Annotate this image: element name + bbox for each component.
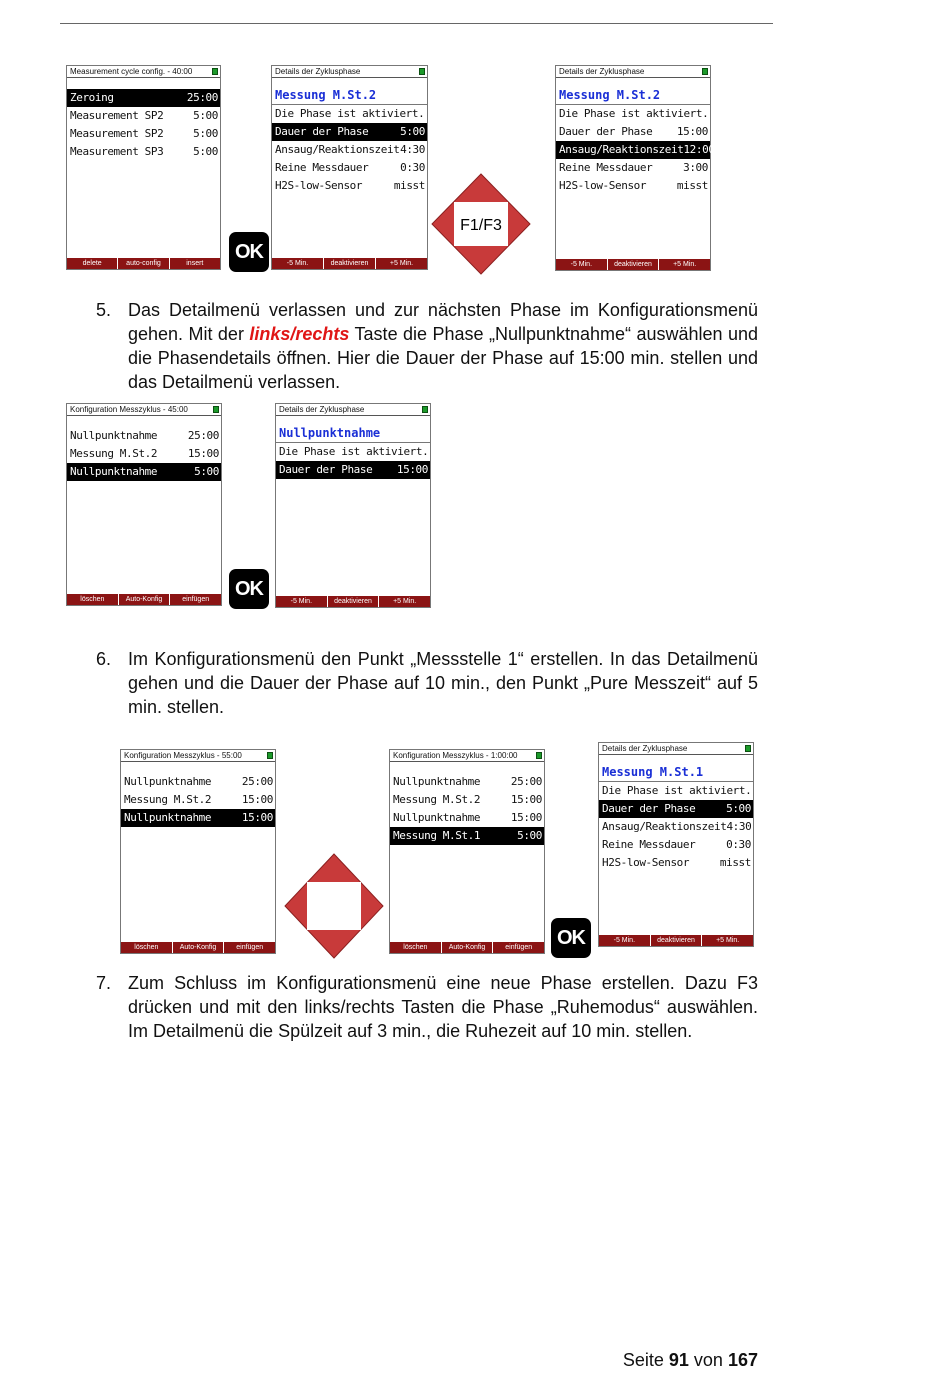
- screen-cycle-config-55: [120, 749, 276, 954]
- row-value: 5:00: [400, 125, 425, 138]
- softkey: Auto-Konfig: [442, 942, 494, 953]
- row-label: Measurement SP3: [70, 145, 164, 158]
- row-label: H2S-low-Sensor: [559, 179, 647, 192]
- softkey: insert: [186, 260, 204, 267]
- row-label: Messung M.St.2: [70, 447, 158, 460]
- softkey: -5 Min.: [276, 596, 328, 607]
- row-value: misst: [676, 179, 708, 192]
- row-value: 25:00: [186, 91, 218, 104]
- screen-title: Konfiguration Messzyklus - 45:00: [67, 404, 221, 416]
- row-label: Nullpunktnahme: [393, 775, 481, 788]
- screen-row: [67, 89, 220, 107]
- step-text: Im Konfigurationsmenü den Punkt „Messstelle 1“ erstellen. In das Detailmenü gehen und die Dauer der Phase auf 10 min., den Punkt „Pure Messzeit“ auf 5 min. stellen.: [128, 649, 758, 717]
- row-value: misst: [719, 856, 751, 869]
- softkey: löschen: [390, 942, 442, 953]
- row-label: Messung M.St.2: [393, 793, 481, 806]
- screen-row: [67, 427, 221, 445]
- softkey: einfügen: [182, 596, 210, 603]
- row-label: Messung M.St.2: [124, 793, 212, 806]
- row-value: 15:00: [241, 811, 273, 824]
- screen-title: Measurement cycle config. - 40:00: [67, 66, 220, 78]
- softkey: +5 Min.: [716, 937, 740, 944]
- row-value: misst: [393, 179, 425, 192]
- row-label: Dauer der Phase: [279, 463, 373, 476]
- phase-name: Messung M.St.2: [272, 86, 427, 105]
- row-value: 12:00: [683, 143, 715, 156]
- screen-title: Details der Zyklusphase: [272, 66, 427, 78]
- battery-icon: [702, 68, 708, 75]
- row-label: H2S-low-Sensor: [602, 856, 690, 869]
- row-value: 15:00: [676, 125, 708, 138]
- step-number: 7.: [96, 973, 112, 993]
- row-value: 15:00: [187, 447, 219, 460]
- softkey: delete: [67, 258, 118, 269]
- phase-name: Nullpunktnahme: [276, 424, 430, 443]
- row-label: Nullpunktnahme: [70, 429, 158, 442]
- screen-cycle-config-en: [66, 65, 221, 270]
- header-rule: [60, 23, 773, 24]
- f1f3-label: F1/F3: [460, 217, 502, 234]
- screen-phase-details-mst1: [598, 742, 754, 947]
- screen-row: [556, 159, 710, 177]
- row-value: 15:00: [510, 793, 542, 806]
- softkey: +5 Min.: [673, 261, 697, 268]
- screen-row: [67, 125, 220, 143]
- battery-icon: [212, 68, 218, 75]
- battery-icon: [422, 406, 428, 413]
- row-value: 25:00: [187, 429, 219, 442]
- screen-row: [121, 791, 275, 809]
- row-label: Dauer der Phase: [559, 125, 653, 138]
- screen-row: [121, 809, 275, 827]
- row-label: H2S-low-Sensor: [275, 179, 363, 192]
- row-value: 5:00: [194, 465, 219, 478]
- screen-row: [272, 123, 427, 141]
- softkey-bar: [67, 258, 220, 269]
- phase-name: Messung M.St.1: [599, 763, 753, 782]
- row-label: Nullpunktnahme: [393, 811, 481, 824]
- row-value: 4:30: [726, 820, 752, 833]
- row-label: Ansaug/Reaktionszeit: [602, 820, 727, 833]
- row-label: Reine Messdauer: [275, 161, 369, 174]
- screen-row: [599, 854, 753, 872]
- screen-row: [599, 782, 753, 800]
- row-value: 15:00: [396, 463, 428, 476]
- screen-row: [67, 445, 221, 463]
- screen-row: [556, 105, 710, 123]
- row-label: Die Phase ist aktiviert.: [602, 784, 752, 797]
- step-5: [96, 298, 758, 394]
- screen-row: [272, 159, 427, 177]
- step-text: Zum Schluss im Konfigurationsmenü eine neue Phase erstellen. Dazu F3 drücken und mit den links/rechts Tasten die Phase „Ruhemodus“ auswählen. Im Detailmenü die Spülzeit auf 3 min., die Ruhezeit auf 10 min. stellen.: [128, 973, 758, 1041]
- screen-row: [390, 791, 544, 809]
- screen-row: [121, 773, 275, 791]
- row-value: 25:00: [241, 775, 273, 788]
- softkey-bar: [121, 942, 275, 953]
- screen-row: [272, 141, 427, 159]
- softkey: +5 Min.: [389, 260, 414, 267]
- row-label: Die Phase ist aktiviert.: [275, 107, 425, 120]
- softkey: auto-config: [118, 258, 169, 269]
- step-text: Das Detailmenü verlassen und zur nächsten Phase im Konfigurationsmenü gehen. Mit der links/rechts Taste die Phase „Nullpunktnahme“ auswählen und die Phasendetails öffnen. Hier die Dauer der Phase auf 15:00 min. stellen und das Detailmenü verlassen.: [128, 300, 758, 392]
- row-label: Zeroing: [70, 91, 114, 104]
- links-rechts-highlight: links/rechts: [249, 324, 350, 344]
- step-6: [96, 647, 758, 719]
- softkey: einfügen: [505, 944, 533, 951]
- row-label: Die Phase ist aktiviert.: [279, 445, 429, 458]
- softkey: deaktivieren: [328, 596, 380, 607]
- screen-row: [67, 107, 220, 125]
- screen-row: [599, 800, 753, 818]
- screen-title: Konfiguration Messzyklus - 1:00:00: [390, 750, 544, 762]
- row-label: Nullpunktnahme: [124, 811, 212, 824]
- row-value: 0:30: [400, 161, 425, 174]
- screen-row: [599, 836, 753, 854]
- screen-title: Details der Zyklusphase: [599, 743, 753, 755]
- row-label: Ansaug/Reaktionszeit: [275, 143, 400, 156]
- step-number: 5.: [96, 300, 112, 320]
- softkey: -5 Min.: [599, 935, 651, 946]
- dpad-f1f3-icon: [430, 172, 532, 276]
- softkey-bar: [556, 259, 710, 270]
- row-value: 5:00: [726, 802, 751, 815]
- screen-title: Konfiguration Messzyklus - 55:00: [121, 750, 275, 762]
- screen-phase-details-nullpunkt: [275, 403, 431, 608]
- softkey: deaktivieren: [651, 935, 703, 946]
- row-value: 4:30: [400, 143, 425, 156]
- row-value: 0:30: [726, 838, 751, 851]
- screen-phase-details-mst2-updated: [555, 65, 715, 271]
- row-label: Nullpunktnahme: [124, 775, 212, 788]
- screen-row: [599, 818, 753, 836]
- softkey: deaktivieren: [324, 258, 376, 269]
- row-value: 15:00: [510, 811, 542, 824]
- screen-row: [276, 461, 430, 479]
- screen-cycle-config-100: [389, 749, 545, 954]
- row-value: 5:00: [517, 829, 542, 842]
- step-7: [96, 971, 758, 1043]
- row-label: Dauer der Phase: [275, 125, 369, 138]
- screen-row: [272, 105, 427, 123]
- screen-row: [390, 827, 544, 845]
- battery-icon: [267, 752, 273, 759]
- row-label: Reine Messdauer: [559, 161, 653, 174]
- screen-row: [556, 177, 710, 195]
- dpad-icon: [283, 852, 385, 960]
- battery-icon: [419, 68, 425, 75]
- softkey-bar: [67, 594, 221, 605]
- row-value: 25:00: [510, 775, 542, 788]
- screen-title: Details der Zyklusphase: [556, 66, 710, 78]
- phase-name: Messung M.St.2: [556, 86, 710, 105]
- step-number: 6.: [96, 649, 112, 669]
- battery-icon: [213, 406, 219, 413]
- softkey-bar: [599, 935, 753, 946]
- battery-icon: [536, 752, 542, 759]
- ok-button-icon: OK: [229, 232, 269, 272]
- ok-button-icon: OK: [229, 569, 269, 609]
- softkey: Auto-Konfig: [119, 594, 171, 605]
- row-value: 5:00: [193, 127, 218, 140]
- row-label: Dauer der Phase: [602, 802, 696, 815]
- screen-row: [556, 141, 715, 159]
- row-label: Nullpunktnahme: [70, 465, 158, 478]
- battery-icon: [745, 745, 751, 752]
- row-value: 5:00: [193, 145, 218, 158]
- screen-row: [272, 177, 427, 195]
- softkey: löschen: [121, 942, 173, 953]
- softkey-bar: [390, 942, 544, 953]
- screen-row: [390, 773, 544, 791]
- softkey-bar: [272, 258, 427, 269]
- softkey: löschen: [67, 594, 119, 605]
- page-number: Seite 91 von 167: [622, 1350, 758, 1370]
- row-label: Die Phase ist aktiviert.: [559, 107, 709, 120]
- row-label: Messung M.St.1: [393, 829, 481, 842]
- screen-row: [390, 809, 544, 827]
- row-label: Ansaug/Reaktionszeit: [559, 143, 684, 156]
- screen-row: [276, 443, 430, 461]
- screen-row: [67, 463, 221, 481]
- screen-title: Details der Zyklusphase: [276, 404, 430, 416]
- row-label: Reine Messdauer: [602, 838, 696, 851]
- softkey: einfügen: [236, 944, 264, 951]
- screen-phase-details-mst2: [271, 65, 428, 270]
- ok-button-icon: OK: [551, 918, 591, 958]
- softkey: deaktivieren: [608, 259, 660, 270]
- softkey: -5 Min.: [556, 259, 608, 270]
- softkey: Auto-Konfig: [173, 942, 225, 953]
- softkey: +5 Min.: [393, 598, 417, 605]
- screen-row: [67, 143, 220, 161]
- row-value: 3:00: [683, 161, 708, 174]
- softkey: -5 Min.: [272, 258, 324, 269]
- row-label: Measurement SP2: [70, 109, 164, 122]
- row-label: Measurement SP2: [70, 127, 164, 140]
- screen-cycle-config-45: [66, 403, 222, 606]
- row-value: 15:00: [241, 793, 273, 806]
- softkey-bar: [276, 596, 430, 607]
- row-value: 5:00: [193, 109, 218, 122]
- screen-row: [556, 123, 710, 141]
